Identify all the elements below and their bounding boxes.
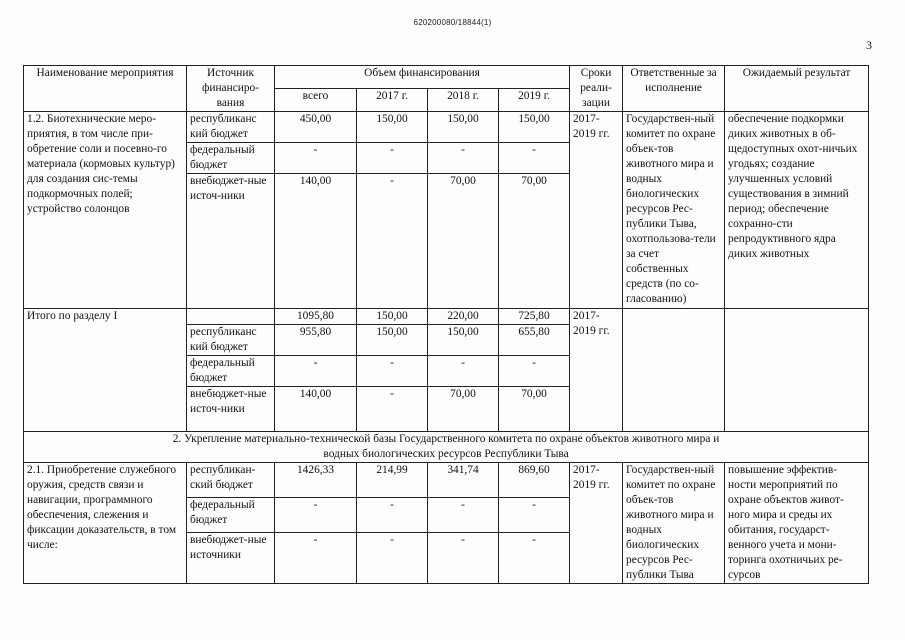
value-2017: - bbox=[357, 387, 428, 432]
section-2-title: 2. Укрепление материально-технической базы Государственного комитета по охране объектов животного мира и водных биологических ресурсов Республики Тыва bbox=[24, 432, 869, 463]
source-cell bbox=[187, 309, 275, 325]
source-cell: республиканс кий бюджет bbox=[187, 325, 275, 356]
value-2019: - bbox=[499, 498, 570, 533]
value-2018: 70,00 bbox=[428, 387, 499, 432]
header-funding: Объем финансирования bbox=[275, 66, 570, 89]
value-total: 1095,80 bbox=[275, 309, 357, 325]
source-cell: федеральный бюджет bbox=[187, 356, 275, 387]
total-section-1-responsible bbox=[623, 309, 725, 432]
value-2019: 70,00 bbox=[499, 387, 570, 432]
value-2018: 341,74 bbox=[428, 463, 499, 498]
total-section-1-result bbox=[725, 309, 869, 432]
value-2019: 70,00 bbox=[499, 174, 570, 309]
value-total: 140,00 bbox=[275, 174, 357, 309]
value-2017: - bbox=[357, 174, 428, 309]
funding-table bbox=[23, 65, 869, 584]
value-total: 140,00 bbox=[275, 387, 357, 432]
measure-2-1-responsible: Государствен-ный комитет по охране объек-тов животного мира и водных биологических ресурсов Рес-публики Тыва bbox=[623, 463, 725, 584]
page-number: 3 bbox=[866, 38, 872, 52]
value-total: - bbox=[275, 533, 357, 584]
header-total: всего bbox=[275, 89, 357, 112]
value-2017: 150,00 bbox=[357, 325, 428, 356]
value-total: 450,00 bbox=[275, 112, 357, 143]
value-2017: 214,99 bbox=[357, 463, 428, 498]
measure-1-2-result: обеспечение подкормки диких животных в об-щедоступных охот-ничьих угодьях; создание улучшенных условий существования в зимний период; обеспечение сохранно-сти репродуктивного ядра диких животных bbox=[725, 112, 869, 309]
source-cell: внебюджет-ные источ-ники bbox=[187, 174, 275, 309]
value-2017: 150,00 bbox=[357, 309, 428, 325]
header-terms: Сроки реали-зации bbox=[570, 66, 623, 112]
value-2019: 150,00 bbox=[499, 112, 570, 143]
document-code: 620200080/18844(1) bbox=[413, 18, 492, 27]
header-source: Источник финансиро-вания bbox=[187, 66, 275, 112]
measure-1-2-name: 1.2. Биотехнические меро-приятия, в том числе при-обретение соли и посевно-го материала (кормовых культур) для создания сис-темы подкормочных полей; устройство солонцов bbox=[24, 112, 187, 309]
value-2017: - bbox=[357, 356, 428, 387]
source-cell: федеральный бюджет bbox=[187, 143, 275, 174]
value-2018: - bbox=[428, 356, 499, 387]
value-2018: - bbox=[428, 533, 499, 584]
value-2019: - bbox=[499, 356, 570, 387]
value-2018: - bbox=[428, 498, 499, 533]
value-2018: 70,00 bbox=[428, 174, 499, 309]
header-responsible: Ответственные за исполнение bbox=[623, 66, 725, 112]
value-total: 1426,33 bbox=[275, 463, 357, 498]
value-2019: 869,60 bbox=[499, 463, 570, 498]
value-total: - bbox=[275, 143, 357, 174]
value-2019: - bbox=[499, 533, 570, 584]
value-2018: 220,00 bbox=[428, 309, 499, 325]
header-name: Наименование мероприятия bbox=[24, 66, 187, 112]
value-total: - bbox=[275, 356, 357, 387]
value-total: 955,80 bbox=[275, 325, 357, 356]
table-row bbox=[24, 309, 869, 325]
source-cell: внебюджет-ные источники bbox=[187, 533, 275, 584]
source-cell: федеральный бюджет bbox=[187, 498, 275, 533]
measure-2-1-terms: 2017-2019 гг. bbox=[570, 463, 623, 584]
source-cell: республиканс кий бюджет bbox=[187, 112, 275, 143]
measure-1-2-terms: 2017-2019 гг. bbox=[570, 112, 623, 309]
value-2017: - bbox=[357, 498, 428, 533]
measure-1-2-responsible: Государствен-ный комитет по охране объек-тов животного мира и водных биологических ресурсов Рес-публики Тыва, охотпользова-тели за счет собственных средств (по со-гласованию) bbox=[623, 112, 725, 309]
value-2017: - bbox=[357, 533, 428, 584]
value-2018: 150,00 bbox=[428, 325, 499, 356]
total-section-1-terms: 2017-2019 гг. bbox=[570, 309, 623, 432]
source-cell: республикан-ский бюджет bbox=[187, 463, 275, 498]
value-2017: - bbox=[357, 143, 428, 174]
measure-2-1-name: 2.1. Приобретение служебного оружия, средств связи и навигации, программного обеспечения, слежения и фиксации доказательств, в том числе: bbox=[24, 463, 187, 584]
value-2018: - bbox=[428, 143, 499, 174]
source-cell: внебюджет-ные источ-ники bbox=[187, 387, 275, 432]
header-2019: 2019 г. bbox=[499, 89, 570, 112]
table-row bbox=[24, 463, 869, 498]
value-total: - bbox=[275, 498, 357, 533]
total-section-1-name: Итого по разделу I bbox=[24, 309, 187, 432]
header-result: Ожидаемый результат bbox=[725, 66, 869, 112]
value-2019: 655,80 bbox=[499, 325, 570, 356]
section-title-row bbox=[24, 432, 869, 463]
value-2018: 150,00 bbox=[428, 112, 499, 143]
value-2019: 725,80 bbox=[499, 309, 570, 325]
value-2017: 150,00 bbox=[357, 112, 428, 143]
value-2019: - bbox=[499, 143, 570, 174]
table-row bbox=[24, 112, 869, 143]
header-2017: 2017 г. bbox=[357, 89, 428, 112]
header-row bbox=[24, 66, 869, 89]
measure-2-1-result: повышение эффектив-ности мероприятий по охране объектов живот-ного мира и среды их обитания, государст-венного учета и мони-торинга охотничьих ре-сурсов bbox=[725, 463, 869, 584]
header-2018: 2018 г. bbox=[428, 89, 499, 112]
